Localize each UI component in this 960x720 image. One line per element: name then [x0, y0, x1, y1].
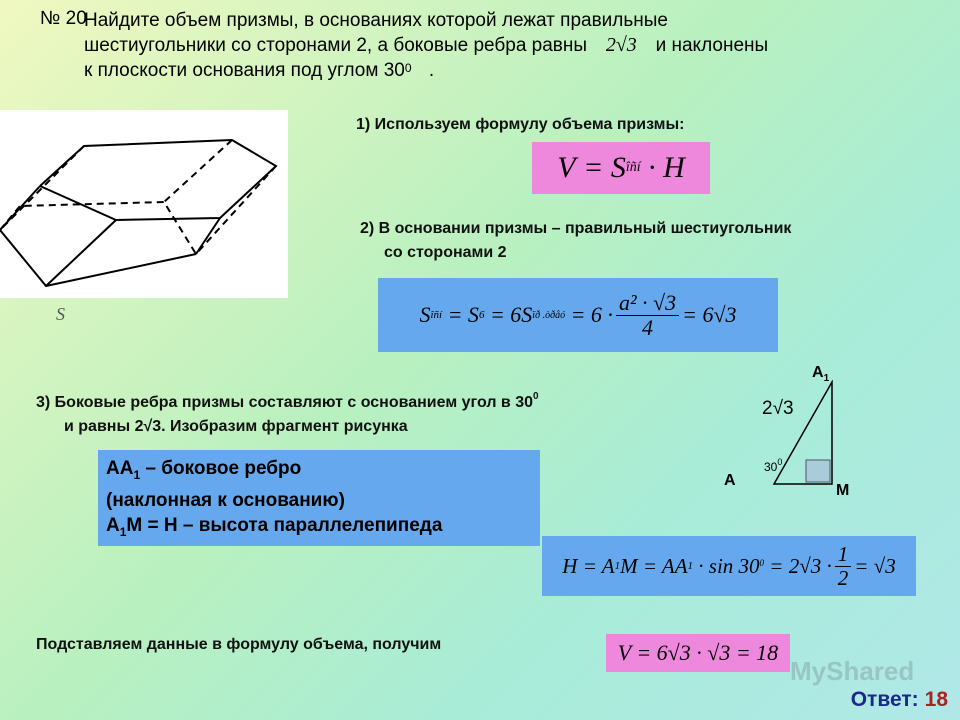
step-3-line-2: и равны 2√3. Изобразим фрагмент рисунка	[64, 418, 408, 435]
volume-formula-box	[532, 142, 710, 194]
f1-eq: =	[583, 151, 604, 184]
f2-S6: = S	[447, 302, 479, 327]
f2-S6-sub: 6	[478, 309, 485, 321]
problem-line-2-text: шестиугольники со сторонами 2, а боковые ребра равны	[84, 35, 588, 56]
f3-mid3: = 2√3 ·	[769, 553, 832, 578]
f2-num: a² · √3	[616, 291, 679, 315]
f3-num: 1	[835, 543, 852, 566]
f3-fraction	[835, 543, 852, 588]
f2-S-sub: îñí	[430, 309, 443, 321]
step-2-line-1: 2) В основании призмы – правильный шестиугольник	[360, 220, 792, 237]
final-volume-formula: V = 6√3 · √3 = 18	[606, 634, 790, 672]
vertex-A1	[812, 364, 829, 384]
f3-sub2: 1	[687, 560, 694, 572]
vertex-M: M	[836, 482, 850, 499]
problem-line-3-period: .	[428, 60, 435, 81]
info-A-sub: 1	[119, 524, 127, 539]
step-1-text: 1) Используем формулу объема призмы:	[356, 116, 685, 133]
f1-V: V	[557, 151, 576, 184]
step-3-degree: 0	[533, 391, 539, 402]
info-AA-sub: 1	[133, 467, 141, 482]
step-2-line-2: со сторонами 2	[384, 244, 507, 261]
prism-drawing	[0, 110, 288, 298]
f3-sin: · sin 30	[698, 553, 760, 578]
f3-result: = √3	[854, 553, 896, 578]
info-line-3	[106, 513, 540, 545]
problem-statement	[84, 8, 954, 83]
f2-fraction	[616, 291, 679, 338]
base-area-formula-box	[378, 278, 778, 352]
f3-mid: M = AA	[620, 553, 688, 578]
prism-figure	[0, 110, 288, 298]
answer	[851, 688, 948, 712]
problem-number: № 20	[40, 8, 87, 29]
step-3-line-1-text: 3) Боковые ребра призмы составляют с основанием угол в 30	[36, 394, 534, 411]
problem-line-1: Найдите объем призмы, в основаниях которой лежат правильные	[84, 10, 668, 31]
degree-mark: 0	[404, 61, 412, 75]
info-line-1-text: – боковое ребро	[140, 458, 302, 479]
f3-den: 2	[837, 565, 849, 590]
problem-line-2-tail: и наклонены	[655, 35, 769, 56]
vertex-A1-letter: A	[812, 364, 824, 381]
f3-left: H = A	[562, 553, 615, 578]
figure-label: S	[56, 304, 65, 324]
answer-value: 18	[924, 688, 948, 711]
info-line-3-text: M = H – высота параллелепипеда	[126, 514, 443, 536]
hypotenuse-label: 2√3	[762, 398, 794, 419]
info-line-2: (наклонная к основанию)	[106, 489, 345, 511]
f1-sub: îñí	[625, 160, 641, 175]
f1-rest: · H	[648, 151, 685, 184]
problem-line-3	[84, 58, 954, 83]
f2-S: S	[419, 302, 431, 327]
problem-line-3-text: к плоскости основания под углом 30	[84, 60, 405, 81]
f1-S: S	[610, 151, 626, 184]
f2-6S: = 6S	[489, 302, 533, 327]
f2-6S-sub: ïð .òðåó	[532, 309, 566, 321]
f2-six: = 6 ·	[570, 302, 613, 327]
f2-den: 4	[642, 314, 654, 340]
f2-result: = 6√3	[682, 302, 737, 327]
vertex-A: A	[724, 472, 736, 489]
info-line-1	[106, 456, 540, 488]
angle-label	[764, 457, 783, 474]
angle-degree: 0	[777, 457, 783, 467]
answer-label: Ответ:	[850, 688, 919, 711]
info-A: A	[106, 514, 120, 536]
problem-line-2	[84, 33, 954, 58]
definition-box	[98, 450, 540, 546]
f3-sub1: 1	[614, 560, 621, 572]
height-formula-box	[542, 536, 916, 596]
vertex-A1-sub: 1	[823, 373, 830, 385]
info-AA: AA	[106, 458, 134, 479]
final-step-text: Подставляем данные в формулу объема, получим	[36, 636, 442, 653]
step-3-line-1	[36, 391, 539, 412]
f3-degree: 0	[759, 558, 765, 568]
watermark: MyShared	[790, 656, 915, 686]
angle-value: 30	[764, 460, 778, 474]
inline-value: 2√3	[605, 34, 637, 56]
